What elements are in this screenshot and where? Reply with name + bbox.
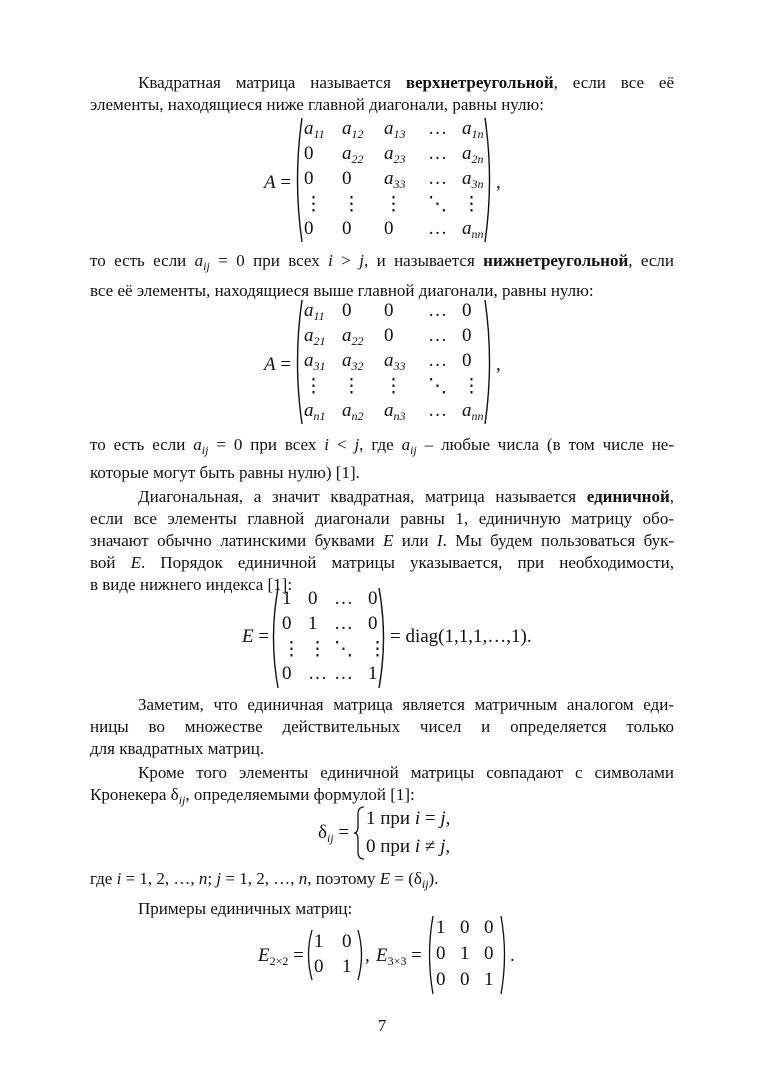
text: значают обычно латинскими буквами [90,531,383,550]
matrix-cell: … [334,588,353,609]
paragraph-where-line [90,868,674,890]
matrix-cell: 1 [484,969,494,990]
text: при всех [242,435,325,454]
end-period: . [510,945,515,966]
e2-label: $E_{2\times 2}$ = [258,945,304,968]
text: в виде нижнего индекса [1]: [90,575,293,594]
matrix-cell: 0 [342,168,352,189]
page-number: 7 [377,1016,387,1035]
matrix-cell: $a_{12}$ [342,118,364,141]
matrix-cell: 0 [282,613,292,634]
matrix-cell: … [428,325,447,346]
matrix-cell: … [428,118,447,139]
matrix-cell: 0 [342,218,352,239]
matrix-cell: $a_{n2}$ [342,400,364,423]
matrix-cell: $a_{11}$ [304,118,325,141]
term-upper-triangular: верхнетреугольной [405,73,554,92]
matrix-cell: 0 [484,943,494,964]
paragraph-note-line2 [90,716,674,738]
paragraph-kronecker-line1 [90,762,674,784]
text: . Порядок единичной матрицы указывается, при необходимости, [140,553,674,572]
text: , определяемыми формулой [1]: [185,785,415,804]
text: или [393,531,437,550]
text: где [90,869,117,888]
term-identity: единичной [586,487,670,506]
paragraph-identity-line1 [90,486,674,508]
matrix-cell: $a_{n3}$ [384,400,406,423]
matrix-cell: 0 [462,325,472,346]
condition-aij-zero: $a_{ij} = 0$ [194,251,245,273]
left-paren-icon [292,116,304,244]
text: вой [90,553,131,572]
text: Диагональная, а значит квадратная, матрица называется [138,487,587,506]
symbol-E: E [382,531,394,550]
condition-aij-zero: $a_{ij} = 0$ [193,435,243,457]
condition-i-gt-j: i > j [328,251,364,270]
matrix-cell: 0 [368,588,378,609]
matrix-cell: 0 [436,969,446,990]
matrix-cell: $a_{n1}$ [304,400,326,423]
matrix-cell: 0 [384,325,394,346]
matrix-cell: 0 [368,613,378,634]
text: которые могут быть равны нулю) [1]. [90,463,360,482]
matrix-cell: $a_{nn}$ [462,218,484,241]
matrix-cell: $a_{11}$ [304,300,325,323]
left-paren-icon [304,928,314,982]
symbol-delta-ij: $\delta_{ij}$ [170,785,186,807]
matrix-cell: ⋮ [308,639,327,660]
matrix-cell: ⋮ [342,376,361,397]
matrix-cell: $a_{22}$ [342,143,364,166]
matrix-cell: ⋮ [462,194,481,215]
right-paren-icon [483,116,495,244]
condition-i-lt-j: i < j [324,435,360,454]
text: Квадратная матрица называется [138,73,406,92]
matrix-cell: 0 [462,300,472,321]
matrix-cell: 0 [484,917,494,938]
matrix-cell: ⋱ [428,194,447,215]
matrix-cell: 1 [460,943,470,964]
matrix-cell: $a_{nn}$ [462,400,484,423]
symbol-E: E [130,553,141,572]
text: . Мы будем пользоваться бук- [442,531,674,550]
left-paren-icon [268,586,280,690]
paragraph-identity-line2 [90,508,674,530]
paragraph-identity-line3 [90,530,674,552]
matrix-cell: … [334,613,353,634]
matrix-cell: $a_{22}$ [342,325,364,348]
matrix-cell: … [308,663,327,684]
matrix-cell: 1 [436,917,446,938]
matrix-cell: … [428,350,447,371]
matrix-cell: 1 [308,613,318,634]
left-paren-icon [425,914,435,996]
matrix-cell: 0 [462,350,472,371]
paragraph-upper-triangular-line1 [90,72,674,94]
term-lower-triangular: нижнетреугольной [483,251,629,270]
text: Кронекера [90,785,171,804]
matrix-cell: 0 [460,969,470,990]
text: , и называется [363,251,484,270]
matrix-cell: ⋮ [384,376,403,397]
matrix-cell: ⋱ [428,376,447,397]
matrix-cell: $a_{21}$ [304,325,326,348]
paragraph-kronecker-line2 [90,784,674,806]
range-j: j = 1, 2, …, n [216,869,308,888]
paragraph-any-numbers-line2 [90,462,674,484]
matrix-cell: … [428,400,447,421]
matrix-cell: 1 [342,956,352,977]
matrix-cell: … [334,663,353,684]
E-equals-delta: $E = (\delta_{ij})$ [379,869,435,891]
left-brace-icon [354,806,366,860]
text: если все элементы главной диагонали равны 1, единичную матрицу обо- [90,509,674,528]
paragraph-lower-triangular-line1 [90,250,674,272]
paragraph-lower-triangular-line2 [90,280,674,302]
text: Примеры единичных матриц: [138,899,353,918]
matrix-cell: $a_{31}$ [304,350,326,373]
matrix-cell: $a_{33}$ [384,350,406,373]
text: . [434,869,439,888]
matrix-cell: 0 [460,917,470,938]
matrix-cell: 0 [436,943,446,964]
text: , если все её [553,73,674,92]
matrix-cell: … [428,218,447,239]
matrix-label: A = [264,172,292,193]
matrix-label: A = [264,354,292,375]
text: Заметим, что единичная матрица является матричным аналогом еди- [138,695,674,714]
kronecker-case-2: 0 при i ≠ j, [366,836,451,857]
matrix-cell: ⋮ [282,639,301,660]
matrix-cell: 0 [384,218,394,239]
paragraph-note-line1 [90,694,674,716]
matrix-cell: … [428,300,447,321]
right-paren-icon [483,298,495,426]
text: ; [207,869,217,888]
matrix-cell: $a_{2n}$ [462,143,484,166]
matrix-cell: ⋮ [304,376,323,397]
matrix-cell: ⋮ [384,194,403,215]
matrix-cell: $a_{3n}$ [462,168,484,191]
matrix-cell: 1 [314,931,324,952]
text: то есть если [90,435,194,454]
symbol-I: I [436,531,443,550]
matrix-cell: $a_{23}$ [384,143,406,166]
text: Кроме того элементы единичной матрицы совпадают с символами [138,763,674,782]
text: , [669,487,674,506]
matrix-cell: ⋮ [462,376,481,397]
matrix-trailing-comma: , [496,354,501,375]
matrix-cell: 0 [342,300,352,321]
paragraph-upper-triangular-line2 [90,94,674,116]
left-paren-icon [292,298,304,426]
matrix-cell: ⋮ [368,639,387,660]
matrix-cell: $a_{33}$ [384,168,406,191]
matrix-trailing-comma: , [496,172,501,193]
text: все её элементы, находящиеся выше главной диагонали, равны нулю: [90,281,594,300]
matrix-cell: … [428,143,447,164]
matrix-cell: … [428,168,447,189]
symbol-aij: $a_{ij}$ [401,435,417,457]
text: – любые числа (в том числе не- [416,435,675,454]
matrix-cell: ⋱ [334,639,353,660]
text: для квадратных матриц. [90,739,265,758]
paragraph-note-line3 [90,738,674,760]
text: , поэтому [307,869,380,888]
matrix-cell: $a_{1n}$ [462,118,484,141]
text: при всех [244,251,329,270]
kronecker-lhs: $\delta_{ij}$ = [318,822,350,845]
matrix-cell: $a_{13}$ [384,118,406,141]
range-i: i = 1, 2, …, n [116,869,208,888]
paragraph-any-numbers-line1 [90,434,674,456]
matrix-cell: ⋮ [304,194,323,215]
matrix-cell: 0 [314,956,324,977]
matrix-cell: 0 [304,143,314,164]
separator-comma: , [365,945,370,966]
text: , если [628,251,674,270]
kronecker-case-1: 1 при i = j, [366,808,451,829]
matrix-cell: 0 [282,663,292,684]
matrix-cell: 0 [384,300,394,321]
matrix-cell: 1 [282,588,292,609]
matrix-cell: 0 [308,588,318,609]
matrix-cell: 0 [342,931,352,952]
diag-expression: = diag(1,1,1,…,1). [390,626,532,647]
e3-label: $E_{3\times 3}$ = [376,945,422,968]
text: ницы во множестве действительных чисел и определяется только [90,717,674,736]
matrix-cell: 0 [304,168,314,189]
matrix-cell: $a_{32}$ [342,350,364,373]
matrix-label: E = [242,626,270,647]
paragraph-identity-line4 [90,552,674,574]
paragraph-examples [90,898,674,920]
right-paren-icon [499,914,509,996]
text: , где [359,435,402,454]
matrix-cell: 0 [304,218,314,239]
matrix-cell: 1 [368,663,378,684]
text: элементы, находящиеся ниже главной диагонали, равны нулю: [90,95,544,114]
text: то есть если [90,251,195,270]
matrix-cell: ⋮ [342,194,361,215]
